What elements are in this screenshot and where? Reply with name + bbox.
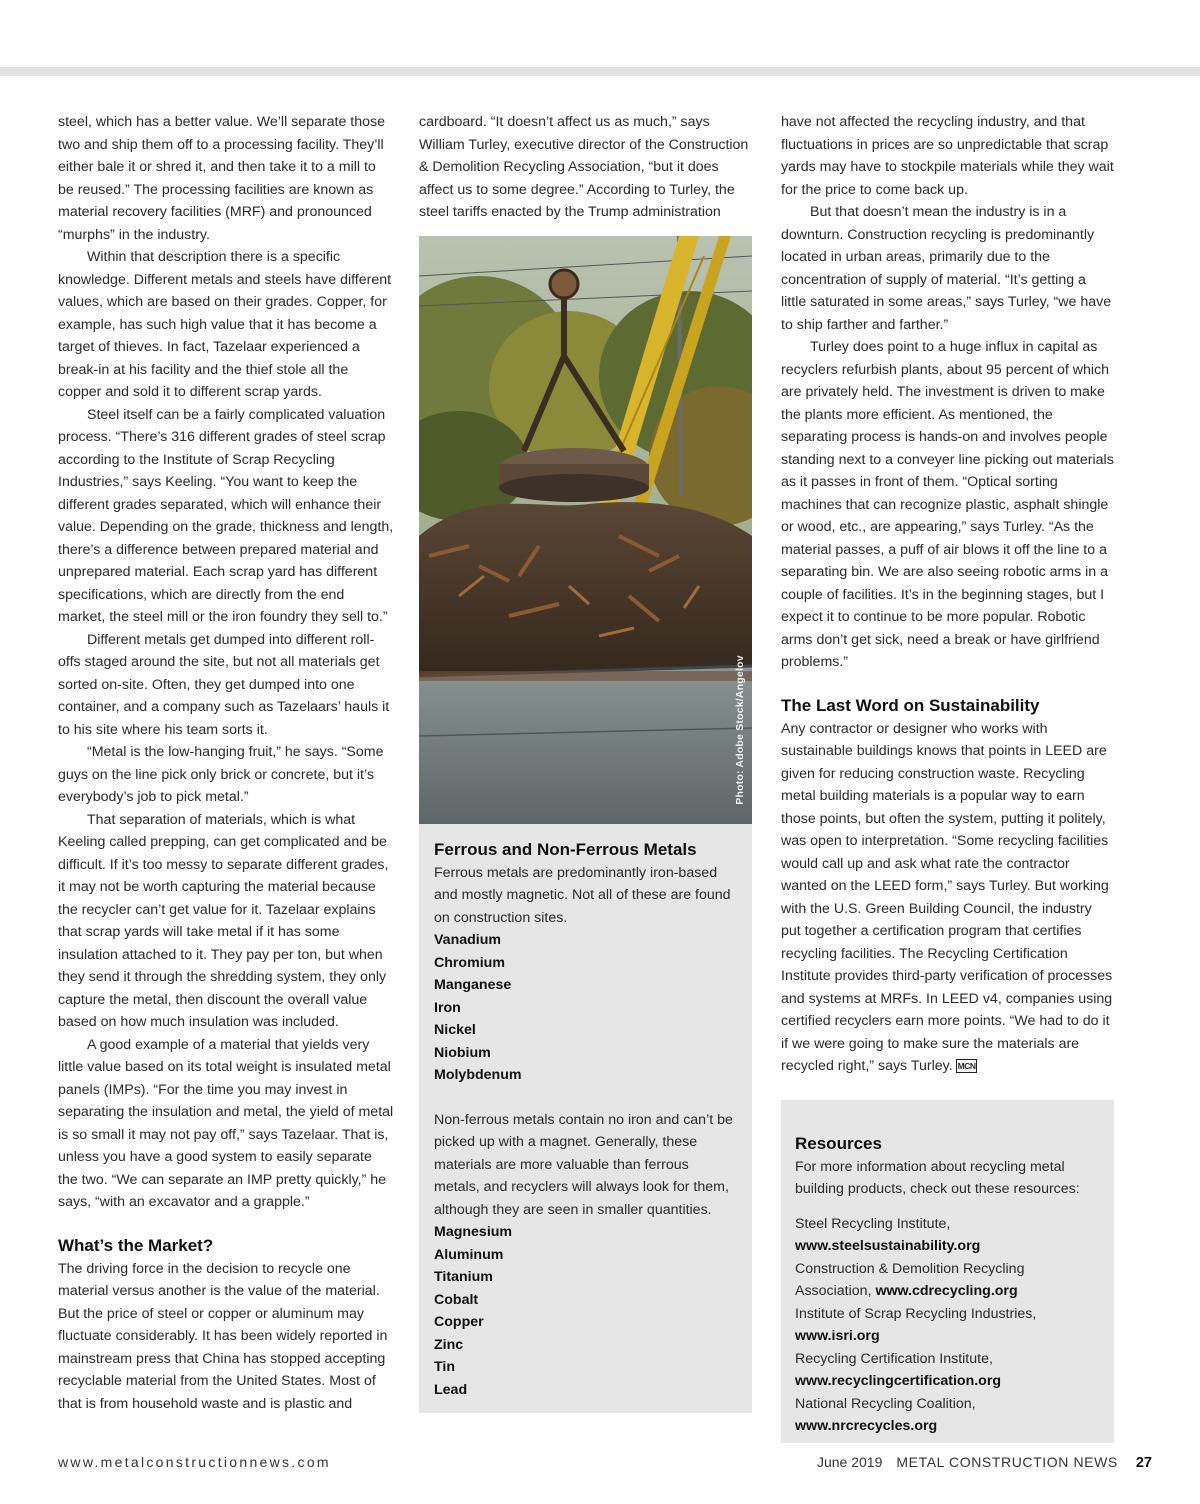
resource-link[interactable]: www.isri.org	[795, 1328, 880, 1344]
body-paragraph: Within that description there is a specific knowledge. Different metals and steels have different values, which are based on their grades. Copper, for example, has such high value that it has become a target of thieves. In fact, Tazelaar experienced a break-in at his facility and the thief stole all the copper and sold it to different scrap yards.	[58, 249, 392, 400]
sidebar-title: Ferrous and Non-Ferrous Metals	[434, 839, 697, 859]
body-paragraph: steel, which has a better value. We’ll separate those two and ship them off to a processing facility. They’ll either bale it or shred it, and then take it to a mill to be reused.” The processing facilities are known as material recovery facilities (MRF) and pronounced “murphs” in the industry.	[58, 114, 386, 243]
list-item: Niobium	[434, 1044, 491, 1061]
body-paragraph: The driving force in the decision to recycle one material versus another is the value of the material. But the price of steel or copper or aluminum may fluctuate considerably. It has been widely reported in mainstream press that China has stopped accepting recyclable material from the United States. Most of that is from household waste and is plastic and	[58, 1260, 388, 1412]
list-item: Iron	[434, 999, 461, 1016]
resource-item: Recycling Certification Institute, www.recyclingcertification.org	[795, 1350, 1002, 1389]
resource-link[interactable]: www.nrcrecycles.org	[795, 1418, 938, 1434]
column-2	[419, 111, 752, 1413]
body-paragraph: “Metal is the low-hanging fruit,” he says. “Some guys on the line pick only brick or concrete, but it’s everybody’s job to pick metal.”	[58, 744, 384, 805]
metals-sidebar	[419, 824, 752, 1414]
resources-box	[781, 1100, 1114, 1443]
footer-folio	[817, 1454, 1152, 1471]
list-item: Copper	[434, 1314, 484, 1330]
resources-intro: For more information about recycling metal building products, check out these resources:	[795, 1158, 1080, 1197]
resource-item: Steel Recycling Institute, www.steelsustainability.org	[795, 1215, 981, 1254]
list-item: Zinc	[434, 1336, 464, 1353]
column-1	[58, 111, 394, 1415]
footer-publication: METAL CONSTRUCTION NEWS	[896, 1454, 1118, 1470]
body-paragraph: Different metals get dumped into different roll-offs staged around the site, but not all materials get sorted on-site. Often, they get dumped into one container, and a company such as Tazelaars’ hauls it to his site where his team sorts it.	[58, 631, 390, 738]
body-paragraph: Any contractor or designer who works with sustainable buildings knows that points in LEED are given for reducing construction waste. Recycling metal building materials is a popular way to earn those points, but often the system, putting it politely, was open to interpretation. “Some recycling facilities would call up and ask what rate the contractor wanted on the LEED form,” says Turley. But working with the U.S. Green Building Council, the industry put together a certification program that certifies recycling facilities. The Recycling Certification Institute provides third-party verification of processes and systems at MRFs. In LEED v4, companies using certified recyclers earn more points. “We had to do it if we were going to make sure the materials are recycled right,” says Turley. MCN	[781, 720, 1113, 1074]
resource-item: Institute of Scrap Recycling Industries, www.isri.org	[795, 1305, 1037, 1344]
resource-link[interactable]: www.cdrecycling.org	[875, 1283, 1018, 1299]
list-item: Nickel	[434, 1022, 476, 1038]
top-rule	[0, 67, 1200, 76]
body-paragraph: That separation of materials, which is what Keeling called prepping, can get complicated and be difficult. If it’s too messy to separate different grades, it may not be worth capturing the material because the recycler can’t get value for it. Tazelaar explains that scrap yards will take metal if it has some insulation attached to it. They pay per ton, but when they send it through the shredding system, they only capture the metal, then discount the overall value based on how much insulation was included.	[58, 811, 389, 1030]
resource-item: Construction & Demolition Recycling Association, www.cdrecycling.org	[795, 1260, 1025, 1299]
list-item: Magnesium	[434, 1224, 513, 1240]
section-heading-sustainability: The Last Word on Sustainability	[781, 695, 1040, 715]
list-item: Manganese	[434, 977, 512, 993]
body-paragraph: cardboard. “It doesn’t affect us as much,” says William Turley, executive director of the Construction & Demolition Recycling Association, “but it does affect us to some degree.” According to Turley, the steel tariffs enacted by the Trump administration	[419, 114, 749, 220]
scrap-magnet-photo	[419, 236, 752, 824]
body-paragraph: have not affected the recycling industry, and that fluctuations in prices are so unpredictable that scrap yards may have to stockpile materials while they wait for the price to come back up.	[781, 114, 1114, 198]
list-item: Chromium	[434, 954, 505, 971]
nonferrous-intro: Non-ferrous metals contain no iron and can’t be picked up with a magnet. Generally, these materials are more valuable than ferrous metals, and recyclers will always look for them, although they are seen in smaller quantities.	[434, 1111, 733, 1218]
list-item: Molybdenum	[434, 1067, 522, 1083]
ferrous-intro: Ferrous metals are predominantly iron-based and mostly magnetic. Not all of these are found on construction sites.	[434, 864, 731, 926]
resource-link[interactable]: www.recyclingcertification.org	[795, 1373, 1002, 1389]
column-3	[781, 111, 1114, 1443]
footer-website[interactable]: www.metalconstructionnews.com	[58, 1454, 331, 1470]
body-paragraph: Turley does point to a huge influx in capital as recyclers refurbish plants, about 95 percent of which are privately held. The investment is driven to make the plants more efficient. As mentioned, the separating process is hands-on and involves people standing next to a conveyer line picking out materials as it passes in front of them. “Optical sorting machines that can recognize plastic, asphalt shingle or wood, etc., are appearing,” says Turley. “As the material passes, a puff of air blows it off the line to a separating bin. We are also seeing robotic arms in a couple of facilities. It’s in the beginning stages, but I expect it to continue to be more popular. Robotic arms don’t get sick, need a break or have girlfriend problems.”	[781, 339, 1114, 670]
list-item: Vanadium	[434, 932, 502, 948]
nonferrous-list	[434, 1221, 738, 1401]
list-item: Titanium	[434, 1269, 493, 1285]
resource-link[interactable]: www.steelsustainability.org	[795, 1238, 981, 1254]
list-item: Aluminum	[434, 1246, 504, 1263]
page-number: 27	[1135, 1455, 1152, 1471]
section-heading-market: What’s the Market?	[58, 1235, 214, 1255]
end-mark: MCN	[957, 1061, 976, 1071]
scrap-yard-illustration	[419, 236, 752, 824]
body-paragraph: But that doesn’t mean the industry is in a downturn. Construction recycling is predominantly located in urban areas, primarily due to the concentration of supply of material. “It’s getting a little saturated in some areas,” says Turley, “we have to ship farther and farther.”	[781, 204, 1112, 333]
body-paragraph: A good example of a material that yields very little value based on its total weight is insulated metal panels (IMPs). “For the time you may invest in separating the insulation and metal, the yield of metal is so small it may not pay off,” says Tazelaar. That is, unless you have a good system to easily separate the two. “We can separate an IMP pretty quickly,” he says, “with an excavator and a grapple.”	[58, 1036, 394, 1210]
list-item: Cobalt	[434, 1291, 479, 1308]
ferrous-list	[434, 929, 738, 1087]
footer-date: June 2019	[816, 1454, 883, 1470]
resource-item: National Recycling Coalition, www.nrcrecycles.org	[795, 1395, 976, 1434]
photo-credit: Photo: Adobe Stock/Angelov	[733, 654, 746, 805]
resources-title: Resources	[795, 1133, 882, 1153]
body-paragraph: Steel itself can be a fairly complicated valuation process. “There’s 316 different grades of steel scrap according to the Institute of Scrap Recycling Industries,” says Keeling. “You want to keep the different grades separated, which will enhance their value. Depending on the grade, thickness and length, there’s a difference between prepared material and unprepared material. Each scrap yard has different specifications, which are directly from the end market, the steel mill or the iron foundry they sell to.”	[58, 406, 394, 625]
list-item: Lead	[434, 1381, 468, 1398]
list-item: Tin	[434, 1359, 456, 1375]
